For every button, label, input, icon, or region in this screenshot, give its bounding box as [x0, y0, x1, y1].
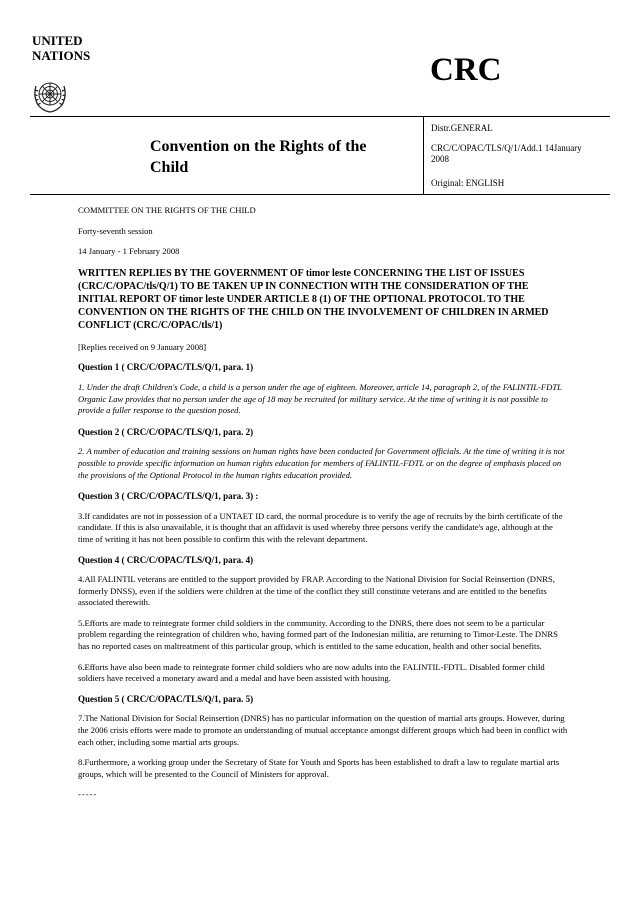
session-dates: 14 January - 1 February 2008 — [78, 246, 180, 257]
reply-8: 8.Furthermore, a working group under the Secretary of State for Youth and Sports has been established to draft a law to regulate martial arts groups, which will be presented to the Council of Ministers for approval. — [78, 757, 560, 779]
question-2-heading: Question 2 ( CRC/C/OPAC/TLS/Q/1, para. 2) — [78, 426, 254, 437]
reply-5: 5.Efforts are made to reintegrate former child soldiers in the community. According to the DNRS, there does not seem to be a particular problem regarding the reintegration of children who, having formed part of the Indonesian militia, are returning to Timor-Leste. The DNRS has no reported cases on maltreatment of this particular group, which is entitled to the same education, health and other social benefits. — [78, 617, 558, 652]
question-5-heading: Question 5 ( CRC/C/OPAC/TLS/Q/1, para. 5) — [78, 693, 254, 704]
reply-6: 6.Efforts have also been made to reintegrate former child soldiers who are now adults into the FALINTIL-FDTL. Disabled former child soldiers have received a monetary award and a medal and have been assisted with housing. — [78, 661, 545, 684]
header-divider — [423, 117, 424, 194]
organization-name — [32, 33, 90, 63]
end-mark: ----- — [78, 789, 98, 800]
distribution: Distr.GENERAL — [431, 123, 493, 133]
convention-title: Convention on the Rights of the Child — [150, 138, 367, 176]
un-emblem-icon — [30, 76, 70, 116]
header-bottom-rule — [30, 194, 610, 195]
reply-4: 4.All FALINTIL veterans are entitled to the support provided by FRAP. According to the National Division for Social Reinsertion (DNRS, formerly DNSS), even if the soldiers were children at the time of the conflict they still constitute veterans and are entitled to the benefits associated therewith. — [78, 574, 555, 608]
session: Forty-seventh session — [78, 225, 153, 236]
question-1-heading: Question 1 ( CRC/C/OPAC/TLS/Q/1, para. 1) — [78, 362, 254, 373]
reply-1: 1. Under the draft Children's Code, a child is a person under the age of eighteen. Moreover, article 14, paragraph 2, of the FALINTIL-FDTL Organic Law provides that no person under the age of 18 may be recruited for military service. At the time of writing it is not possible to provide a fuller response to the question posed. — [78, 381, 562, 416]
reply-2: 2. A number of education and training sessions on human rights have been conducted for Government officials. At the time of writing it is not possible to provide specific information on human rights education for members of FALINTIL-FDTL or on the degree of emphasis placed on the provisions of the Optional Protocol in the human rights education provided. — [78, 446, 565, 480]
document-reference: CRC/C/OPAC/TLS/Q/1/Add.1 14January 2008 — [431, 143, 582, 164]
received-note: [Replies received on 9 January 2008] — [78, 341, 207, 352]
reply-7: 7.The National Division for Social Reinsertion (DNRS) has no particular information on the question of martial arts groups. However, during the 2006 crisis efforts were made to promote an understanding of mutual acceptance amongst different groups which had been in conflict with each other, including some martial arts groups. — [78, 713, 568, 747]
original-language: Original: ENGLISH — [431, 178, 505, 188]
header-top-rule — [30, 116, 610, 117]
question-3-heading: Question 3 ( CRC/C/OPAC/TLS/Q/1, para. 3) : — [78, 491, 259, 502]
reply-3: 3.If candidates are not in possession of a UNTAET ID card, the normal procedure is to verify the age of recruits by the birth certificate of the candidate. If this is also unavailable, it is thought that an affidavit is used whereby three persons verify the candidate's age, although at the time of writing it has not been possible to confirm this with the relevant department. — [78, 510, 563, 544]
committee-name: COMMITTEE ON THE RIGHTS OF THE CHILD — [78, 205, 256, 215]
org-line-2: NATIONS — [32, 48, 91, 63]
org-line-1: UNITED — [32, 33, 83, 48]
document-title: WRITTEN REPLIES BY THE GOVERNMENT OF timor leste CONCERNING THE LIST OF ISSUES (CRC/C/OPAC/tls/Q/1) TO BE TAKEN UP IN CONNECTION WITH THE CONSIDERATION OF THE INITIAL REPORT OF timor leste UNDER ARTICLE 8 (1) OF THE OPTIONAL PROTOCOL TO THE CONVENTION ON THE RIGHTS OF THE CHILD ON THE INVOLVEMENT OF CHILDREN IN ARMED CONFLICT (CRC/C/OPAC/tls/1) — [78, 267, 549, 331]
question-4-heading: Question 4 ( CRC/C/OPAC/TLS/Q/1, para. 4) — [78, 554, 254, 565]
document-symbol: CRC — [430, 52, 502, 88]
document-body — [78, 205, 568, 810]
